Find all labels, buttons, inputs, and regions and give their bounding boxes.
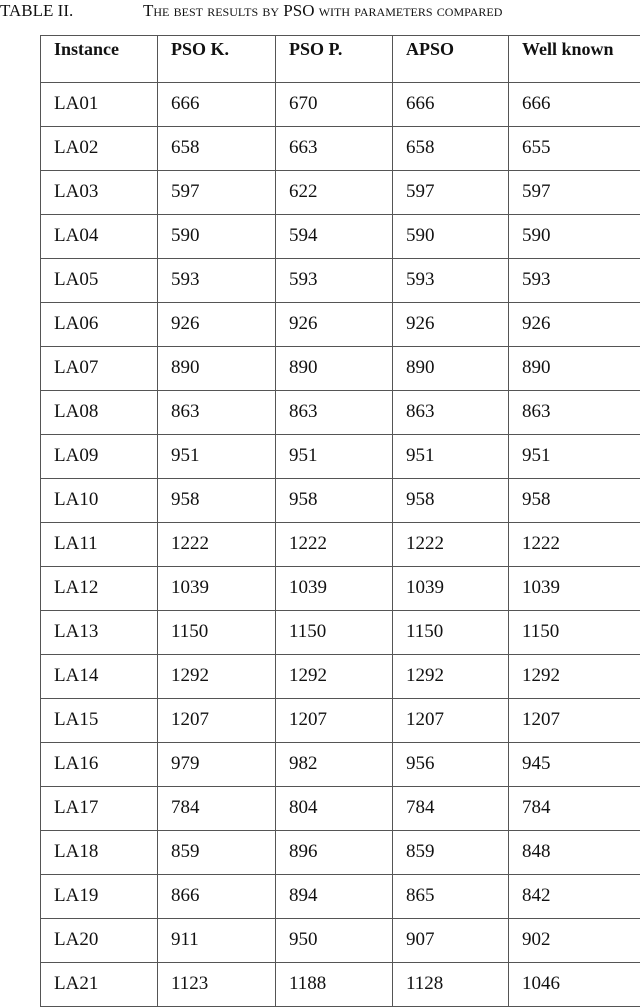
cell-value: 951 <box>171 445 200 466</box>
cell-value: 859 <box>406 841 435 862</box>
cell-value: LA11 <box>54 533 98 554</box>
table-title: The best results by PSO with parameters compared <box>143 0 502 22</box>
cell-well-known <box>509 963 640 1007</box>
cell-pso-p <box>276 171 393 215</box>
cell-pso-p <box>276 523 393 567</box>
cell-pso-k <box>158 567 276 611</box>
cell-value: 590 <box>406 225 435 246</box>
cell-value: 1207 <box>171 709 209 730</box>
table-row <box>41 479 640 523</box>
cell-value: 926 <box>522 313 551 334</box>
table-row <box>41 655 640 699</box>
cell-value: 1207 <box>406 709 444 730</box>
header-apso: APSO <box>393 36 509 83</box>
header-instance: Instance <box>41 36 158 83</box>
cell-value: 1039 <box>522 577 560 598</box>
cell-value: 894 <box>289 885 318 906</box>
cell-pso-k <box>158 787 276 831</box>
cell-value: LA09 <box>54 445 98 466</box>
cell-pso-k <box>158 347 276 391</box>
cell-apso <box>393 303 509 347</box>
cell-value: 622 <box>289 181 318 202</box>
table-row <box>41 259 640 303</box>
cell-pso-k <box>158 523 276 567</box>
cell-pso-k <box>158 391 276 435</box>
cell-value: 866 <box>171 885 200 906</box>
cell-value: 863 <box>289 401 318 422</box>
cell-pso-k <box>158 127 276 171</box>
cell-value: 1292 <box>289 665 327 686</box>
cell-apso <box>393 567 509 611</box>
cell-value: LA21 <box>54 973 98 994</box>
cell-apso <box>393 919 509 963</box>
cell-instance <box>41 611 158 655</box>
cell-pso-p <box>276 567 393 611</box>
table-row <box>41 391 640 435</box>
cell-value: 1039 <box>171 577 209 598</box>
table-row <box>41 303 640 347</box>
cell-pso-p <box>276 127 393 171</box>
cell-pso-k <box>158 699 276 743</box>
cell-instance <box>41 435 158 479</box>
cell-value: 593 <box>171 269 200 290</box>
cell-pso-k <box>158 919 276 963</box>
cell-value: 979 <box>171 753 200 774</box>
table-row <box>41 523 640 567</box>
cell-value: 1150 <box>289 621 326 642</box>
cell-value: LA20 <box>54 929 98 950</box>
cell-value: 593 <box>406 269 435 290</box>
cell-instance <box>41 523 158 567</box>
cell-value: 670 <box>289 93 318 114</box>
cell-value: 1292 <box>522 665 560 686</box>
cell-value: 597 <box>171 181 200 202</box>
cell-value: LA19 <box>54 885 98 906</box>
table-row <box>41 831 640 875</box>
table-row <box>41 435 640 479</box>
cell-apso <box>393 875 509 919</box>
table-row <box>41 215 640 259</box>
cell-well-known <box>509 611 640 655</box>
cell-value: 1207 <box>289 709 327 730</box>
cell-value: 926 <box>406 313 435 334</box>
cell-pso-p <box>276 215 393 259</box>
cell-pso-k <box>158 479 276 523</box>
cell-value: LA16 <box>54 753 98 774</box>
cell-well-known <box>509 699 640 743</box>
cell-value: 590 <box>171 225 200 246</box>
cell-value: LA15 <box>54 709 98 730</box>
table-row <box>41 567 640 611</box>
cell-value: LA01 <box>54 93 98 114</box>
cell-value: 594 <box>289 225 318 246</box>
cell-apso <box>393 215 509 259</box>
cell-well-known <box>509 567 640 611</box>
cell-value: 911 <box>171 929 199 950</box>
cell-apso <box>393 699 509 743</box>
cell-instance <box>41 303 158 347</box>
cell-value: 1128 <box>406 973 443 994</box>
cell-pso-k <box>158 259 276 303</box>
cell-well-known <box>509 215 640 259</box>
cell-instance <box>41 699 158 743</box>
cell-apso <box>393 347 509 391</box>
cell-value: LA13 <box>54 621 98 642</box>
table-row <box>41 611 640 655</box>
cell-value: 1150 <box>522 621 559 642</box>
cell-pso-k <box>158 171 276 215</box>
cell-value: 1123 <box>171 973 208 994</box>
cell-value: 907 <box>406 929 435 950</box>
cell-pso-k <box>158 435 276 479</box>
cell-value: 1222 <box>522 533 560 554</box>
cell-pso-p <box>276 875 393 919</box>
cell-apso <box>393 435 509 479</box>
cell-instance <box>41 347 158 391</box>
cell-value: LA04 <box>54 225 98 246</box>
cell-pso-p <box>276 303 393 347</box>
cell-pso-p <box>276 963 393 1007</box>
cell-value: LA17 <box>54 797 98 818</box>
cell-well-known <box>509 875 640 919</box>
cell-pso-k <box>158 611 276 655</box>
cell-instance <box>41 215 158 259</box>
cell-value: 1207 <box>522 709 560 730</box>
cell-well-known <box>509 787 640 831</box>
cell-value: LA10 <box>54 489 98 510</box>
cell-well-known <box>509 303 640 347</box>
cell-apso <box>393 523 509 567</box>
cell-value: 958 <box>406 489 435 510</box>
cell-value: 658 <box>171 137 200 158</box>
cell-pso-p <box>276 831 393 875</box>
cell-value: 902 <box>522 929 551 950</box>
cell-pso-k <box>158 303 276 347</box>
cell-pso-k <box>158 875 276 919</box>
cell-instance <box>41 259 158 303</box>
table-number: TABLE II. <box>0 0 73 22</box>
cell-pso-k <box>158 743 276 787</box>
cell-value: 958 <box>522 489 551 510</box>
cell-apso <box>393 83 509 127</box>
cell-pso-p <box>276 699 393 743</box>
table-row <box>41 127 640 171</box>
cell-value: 666 <box>406 93 435 114</box>
header-pso-p: PSO P. <box>276 36 393 83</box>
cell-value: 1039 <box>289 577 327 598</box>
cell-value: 663 <box>289 137 318 158</box>
cell-value: 1292 <box>406 665 444 686</box>
cell-value: 890 <box>522 357 551 378</box>
cell-well-known <box>509 523 640 567</box>
cell-value: 593 <box>289 269 318 290</box>
cell-instance <box>41 875 158 919</box>
cell-value: LA08 <box>54 401 98 422</box>
cell-value: 951 <box>406 445 435 466</box>
cell-value: 982 <box>289 753 318 774</box>
cell-instance <box>41 567 158 611</box>
cell-well-known <box>509 83 640 127</box>
cell-apso <box>393 127 509 171</box>
table-caption <box>0 0 640 28</box>
cell-apso <box>393 171 509 215</box>
cell-instance <box>41 655 158 699</box>
cell-value: 896 <box>289 841 318 862</box>
cell-value: 848 <box>522 841 551 862</box>
cell-value: LA06 <box>54 313 98 334</box>
cell-well-known <box>509 171 640 215</box>
cell-value: 590 <box>522 225 551 246</box>
cell-value: 950 <box>289 929 318 950</box>
cell-value: 958 <box>289 489 318 510</box>
header-pso-k: PSO K. <box>158 36 276 83</box>
cell-instance <box>41 787 158 831</box>
cell-value: 1222 <box>406 533 444 554</box>
cell-value: LA18 <box>54 841 98 862</box>
cell-value: LA05 <box>54 269 98 290</box>
cell-apso <box>393 743 509 787</box>
cell-pso-p <box>276 611 393 655</box>
cell-pso-p <box>276 83 393 127</box>
cell-well-known <box>509 479 640 523</box>
cell-value: 784 <box>406 797 435 818</box>
cell-value: 1046 <box>522 973 560 994</box>
cell-well-known <box>509 655 640 699</box>
table-row <box>41 875 640 919</box>
cell-well-known <box>509 391 640 435</box>
cell-value: 951 <box>289 445 318 466</box>
cell-well-known <box>509 435 640 479</box>
cell-well-known <box>509 919 640 963</box>
table-row <box>41 963 640 1007</box>
cell-instance <box>41 171 158 215</box>
table-row <box>41 743 640 787</box>
cell-instance <box>41 391 158 435</box>
cell-value: 784 <box>171 797 200 818</box>
cell-apso <box>393 963 509 1007</box>
table-row <box>41 171 640 215</box>
cell-value: LA07 <box>54 357 98 378</box>
table-body <box>41 83 640 1007</box>
cell-apso <box>393 611 509 655</box>
header-row <box>41 36 640 83</box>
cell-value: 890 <box>171 357 200 378</box>
cell-value: 865 <box>406 885 435 906</box>
cell-value: LA02 <box>54 137 98 158</box>
cell-value: 1188 <box>289 973 326 994</box>
cell-value: 890 <box>406 357 435 378</box>
cell-pso-p <box>276 787 393 831</box>
cell-instance <box>41 127 158 171</box>
cell-instance <box>41 919 158 963</box>
cell-pso-p <box>276 259 393 303</box>
cell-value: 784 <box>522 797 551 818</box>
cell-apso <box>393 259 509 303</box>
cell-value: 804 <box>289 797 318 818</box>
cell-value: 945 <box>522 753 551 774</box>
cell-pso-p <box>276 347 393 391</box>
cell-apso <box>393 391 509 435</box>
cell-value: 597 <box>406 181 435 202</box>
cell-pso-p <box>276 655 393 699</box>
cell-value: 842 <box>522 885 551 906</box>
header-well-known: Well known <box>509 36 640 83</box>
cell-value: 956 <box>406 753 435 774</box>
cell-value: 1222 <box>289 533 327 554</box>
cell-value: 926 <box>171 313 200 334</box>
cell-value: LA14 <box>54 665 98 686</box>
cell-pso-p <box>276 919 393 963</box>
cell-pso-k <box>158 963 276 1007</box>
cell-well-known <box>509 743 640 787</box>
cell-instance <box>41 479 158 523</box>
cell-value: 890 <box>289 357 318 378</box>
cell-value: 666 <box>171 93 200 114</box>
cell-value: LA03 <box>54 181 98 202</box>
cell-apso <box>393 831 509 875</box>
cell-pso-p <box>276 479 393 523</box>
cell-value: 666 <box>522 93 551 114</box>
cell-pso-k <box>158 215 276 259</box>
cell-value: 1039 <box>406 577 444 598</box>
cell-apso <box>393 479 509 523</box>
cell-instance <box>41 963 158 1007</box>
cell-well-known <box>509 127 640 171</box>
cell-value: 597 <box>522 181 551 202</box>
cell-pso-p <box>276 435 393 479</box>
cell-value: 1292 <box>171 665 209 686</box>
cell-value: 859 <box>171 841 200 862</box>
cell-well-known <box>509 259 640 303</box>
results-table <box>40 35 640 1007</box>
cell-value: 1150 <box>406 621 443 642</box>
cell-value: 863 <box>171 401 200 422</box>
table-row <box>41 699 640 743</box>
cell-pso-p <box>276 391 393 435</box>
cell-value: 1222 <box>171 533 209 554</box>
cell-instance <box>41 83 158 127</box>
cell-value: 951 <box>522 445 551 466</box>
cell-value: 926 <box>289 313 318 334</box>
cell-pso-k <box>158 83 276 127</box>
cell-apso <box>393 787 509 831</box>
cell-instance <box>41 743 158 787</box>
cell-value: 863 <box>522 401 551 422</box>
cell-value: 863 <box>406 401 435 422</box>
table-row <box>41 347 640 391</box>
cell-well-known <box>509 347 640 391</box>
cell-well-known <box>509 831 640 875</box>
cell-value: 593 <box>522 269 551 290</box>
table-row <box>41 919 640 963</box>
cell-value: LA12 <box>54 577 98 598</box>
cell-pso-k <box>158 655 276 699</box>
cell-pso-k <box>158 831 276 875</box>
cell-value: 655 <box>522 137 551 158</box>
cell-value: 658 <box>406 137 435 158</box>
cell-instance <box>41 831 158 875</box>
cell-value: 958 <box>171 489 200 510</box>
table-row <box>41 83 640 127</box>
cell-apso <box>393 655 509 699</box>
table-row <box>41 787 640 831</box>
cell-value: 1150 <box>171 621 208 642</box>
cell-pso-p <box>276 743 393 787</box>
